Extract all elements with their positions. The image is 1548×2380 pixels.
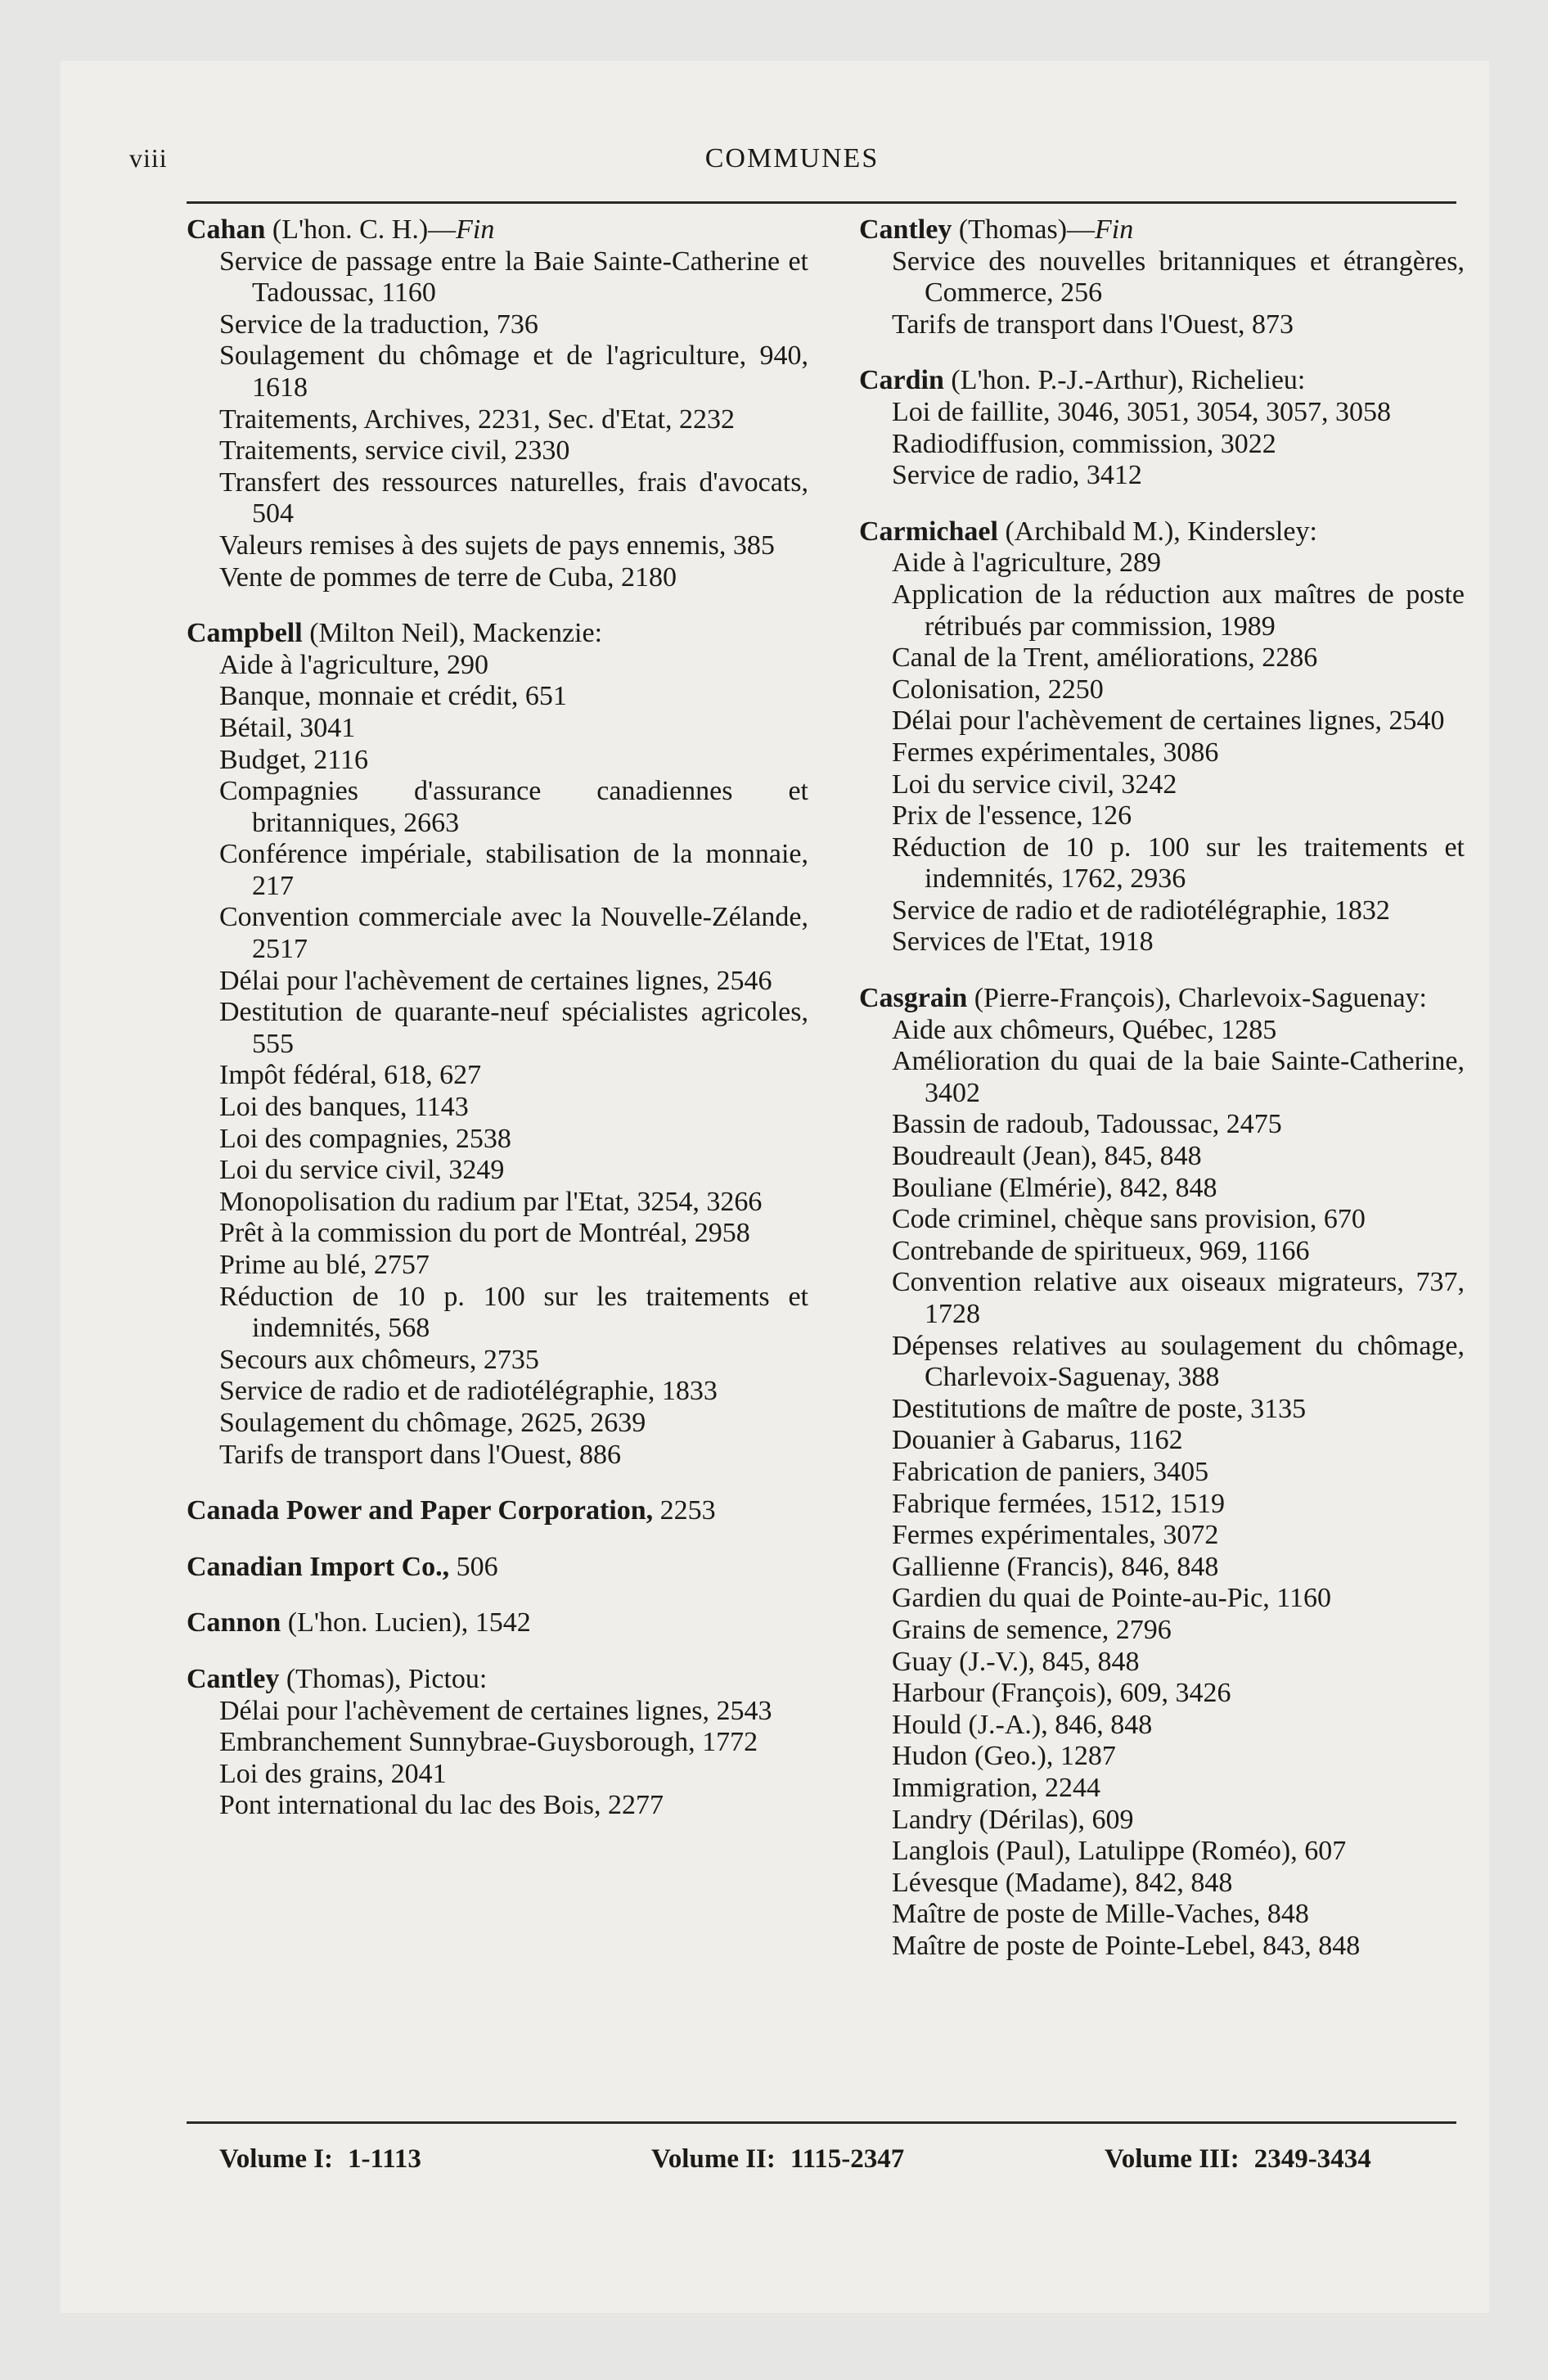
entry-details: (Archibald M.), Kindersley: (997, 516, 1317, 547)
subentry-list (859, 1015, 1465, 1963)
subentry: Loi de faillite, 3046, 3051, 3054, 3057, 3058 (892, 396, 1392, 427)
entry-details: (Thomas)— (952, 214, 1096, 245)
subentry-list (187, 1696, 808, 1822)
subentry: Loi du service civil, 3249 (219, 1155, 505, 1186)
entry-surname: Cahan (187, 214, 266, 245)
entry-details: (Milton Neil), Mackenzie: (302, 618, 603, 649)
subentry: Valeurs remises à des sujets de pays ennemis, 385 (219, 530, 775, 561)
subentry: Bouliane (Elmérie), 842, 848 (892, 1172, 1217, 1203)
entry-surname: Cantley (859, 214, 952, 245)
subentry: Dépenses relatives au soulagement du chômage, Charlevoix-Saguenay, 388 (892, 1330, 1465, 1393)
entry-heading (859, 365, 1465, 397)
subentry: Boudreault (Jean), 845, 848 (892, 1141, 1202, 1172)
subentry: Destitution de quarante-neuf spécialistes agricoles, 555 (219, 997, 808, 1059)
entry-details: (L'hon. Lucien), 1542 (281, 1607, 531, 1639)
subentry: Code criminel, chèque sans provision, 670 (892, 1204, 1366, 1235)
entry-heading (187, 214, 808, 246)
subentry: Gallienne (Francis), 846, 848 (892, 1551, 1219, 1582)
entry-heading (187, 1552, 808, 1584)
entry-surname: Canada Power and Paper Corporation, (187, 1495, 654, 1526)
footer-rule (187, 2121, 1456, 2124)
entry-details: 2253 (653, 1495, 716, 1526)
subentry: Maître de poste de Pointe-Lebel, 843, 848 (892, 1930, 1361, 1961)
subentry: Fabrication de paniers, 3405 (892, 1456, 1209, 1487)
index-entry (859, 983, 1465, 1962)
subentry: Prime au blé, 2757 (219, 1250, 430, 1280)
index-entry (859, 365, 1465, 491)
entry-surname: Cannon (187, 1607, 281, 1639)
entry-surname: Carmichael (859, 516, 998, 547)
subentry: Application de la réduction aux maîtres de poste rétribués par commission, 1989 (892, 579, 1465, 642)
index-entry (187, 1552, 808, 1584)
subentry: Contrebande de spiritueux, 969, 1166 (892, 1235, 1310, 1266)
subentry: Compagnies d'assurance canadiennes et britanniques, 2663 (219, 776, 808, 838)
subentry: Service de la traduction, 736 (219, 309, 538, 340)
subentry: Délai pour l'achèvement de certaines lignes, 2546 (219, 965, 772, 996)
subentry: Loi des grains, 2041 (219, 1758, 447, 1789)
subentry: Loi des banques, 1143 (219, 1092, 469, 1123)
subentry: Destitutions de maître de poste, 3135 (892, 1393, 1307, 1424)
subentry: Délai pour l'achèvement de certaines lignes, 2543 (219, 1695, 772, 1726)
subentry: Conférence impériale, stabilisation de la monnaie, 217 (219, 839, 808, 901)
entry-heading (187, 1664, 808, 1696)
subentry: Fermes expérimentales, 3086 (892, 737, 1219, 768)
subentry: Gardien du quai de Pointe-au-Pic, 1160 (892, 1583, 1331, 1614)
subentry: Colonisation, 2250 (892, 674, 1104, 705)
running-title: COMMUNES (704, 143, 880, 174)
subentry: Landry (Dérilas), 609 (892, 1804, 1134, 1835)
subentry: Service de radio et de radiotélégraphie, 1833 (219, 1376, 718, 1407)
entry-surname: Cantley (187, 1663, 280, 1694)
subentry: Services de l'Etat, 1918 (892, 926, 1154, 958)
subentry-list (859, 548, 1465, 958)
subentry: Service des nouvelles britanniques et étrangères, Commerce, 256 (892, 246, 1465, 309)
entry-details: (L'hon. C. H.)— (265, 214, 457, 245)
subentry: Harbour (François), 609, 3426 (892, 1678, 1231, 1709)
entry-heading (859, 983, 1465, 1015)
volume-label: Volume III: (1105, 2144, 1240, 2174)
subentry-list (187, 246, 808, 594)
entry-continued-marker: Fin (1095, 214, 1134, 245)
volume-range (1105, 2144, 1371, 2175)
subentry: Prêt à la commission du port de Montréal, 2958 (219, 1218, 750, 1249)
subentry: Tarifs de transport dans l'Ouest, 873 (892, 309, 1294, 340)
index-entry (859, 516, 1465, 958)
subentry: Immigration, 2244 (892, 1772, 1100, 1803)
page-number: viii (129, 143, 168, 173)
subentry: Banque, monnaie et crédit, 651 (219, 681, 567, 712)
subentry: Tarifs de transport dans l'Ouest, 886 (219, 1439, 621, 1470)
subentry: Bassin de radoub, Tadoussac, 2475 (892, 1109, 1282, 1140)
subentry: Traitements, Archives, 2231, Sec. d'Etat, 2232 (219, 403, 736, 435)
subentry: Traitements, service civil, 2330 (219, 435, 570, 467)
subentry: Convention relative aux oiseaux migrateurs, 737, 1728 (892, 1267, 1465, 1329)
page-range: 1-1113 (348, 2144, 421, 2174)
subentry: Radiodiffusion, commission, 3022 (892, 428, 1276, 459)
subentry: Budget, 2116 (219, 744, 368, 775)
subentry: Secours aux chômeurs, 2735 (219, 1344, 539, 1375)
subentry: Monopolisation du radium par l'Etat, 3254, 3266 (219, 1186, 763, 1217)
entry-heading (187, 1495, 808, 1527)
entry-continued-marker: Fin (456, 214, 495, 245)
subentry: Maître de poste de Mille-Vaches, 848 (892, 1899, 1309, 1930)
entry-surname: Cardin (859, 365, 944, 396)
header-rule (187, 201, 1456, 204)
entry-details: (L'hon. P.-J.-Arthur), Richelieu: (943, 365, 1306, 396)
subentry: Soulagement du chômage et de l'agriculture, 940, 1618 (219, 340, 808, 403)
subentry: Transfert des ressources naturelles, frais d'avocats, 504 (219, 467, 808, 530)
index-entry (187, 1664, 808, 1822)
subentry-list (859, 397, 1465, 492)
index-entry (859, 214, 1465, 340)
subentry: Fabrique fermées, 1512, 1519 (892, 1488, 1225, 1519)
subentry-list (187, 650, 808, 1471)
subentry: Lévesque (Madame), 842, 848 (892, 1867, 1233, 1898)
subentry: Embranchement Sunnybrae-Guysborough, 1772 (219, 1727, 758, 1758)
subentry: Réduction de 10 p. 100 sur les traitements et indemnités, 568 (219, 1281, 808, 1344)
subentry: Délai pour l'achèvement de certaines lignes, 2540 (892, 705, 1445, 737)
volume-label: Volume I: (219, 2144, 334, 2174)
entry-heading (187, 618, 808, 650)
page-header (129, 143, 1455, 192)
subentry: Aide à l'agriculture, 289 (892, 548, 1162, 579)
subentry: Convention commerciale avec la Nouvelle-Zélande, 2517 (219, 902, 808, 965)
subentry: Aide à l'agriculture, 290 (219, 649, 489, 680)
index-entry (187, 214, 808, 593)
volume-range (651, 2144, 904, 2175)
page-range: 1115-2347 (790, 2144, 905, 2174)
entry-heading (187, 1607, 808, 1639)
subentry: Guay (J.-V.), 845, 848 (892, 1646, 1140, 1677)
index-column-right (859, 214, 1465, 1986)
entry-details: 506 (449, 1551, 498, 1582)
subentry: Soulagement du chômage, 2625, 2639 (219, 1407, 646, 1438)
index-entry (187, 618, 808, 1471)
volume-range (219, 2144, 421, 2175)
entry-details: (Pierre-François), Charlevoix-Saguenay: (967, 983, 1427, 1014)
subentry: Aide aux chômeurs, Québec, 1285 (892, 1014, 1277, 1045)
volume-label: Volume II: (651, 2144, 776, 2174)
volume-footer (187, 2144, 1456, 2185)
index-column-left (187, 214, 808, 1846)
subentry: Langlois (Paul), Latulippe (Roméo), 607 (892, 1836, 1347, 1867)
subentry: Hould (J.-A.), 846, 848 (892, 1709, 1153, 1740)
page-range: 2349-3434 (1253, 2144, 1371, 2174)
entry-surname: Campbell (187, 618, 303, 649)
entry-heading (859, 214, 1465, 246)
subentry: Prix de l'essence, 126 (892, 800, 1132, 832)
subentry: Pont international du lac des Bois, 2277 (219, 1790, 664, 1821)
entry-heading (859, 516, 1465, 548)
subentry: Service de radio, 3412 (892, 460, 1142, 491)
index-entry (187, 1495, 808, 1527)
subentry-list (859, 246, 1465, 341)
subentry: Fermes expérimentales, 3072 (892, 1520, 1219, 1551)
subentry: Canal de la Trent, améliorations, 2286 (892, 642, 1318, 674)
subentry: Impôt fédéral, 618, 627 (219, 1060, 482, 1091)
subentry: Service de passage entre la Baie Sainte-Catherine et Tadoussac, 1160 (219, 246, 808, 309)
subentry: Hudon (Geo.), 1287 (892, 1741, 1116, 1772)
subentry: Bétail, 3041 (219, 712, 356, 743)
subentry: Grains de semence, 2796 (892, 1614, 1172, 1645)
entry-details: (Thomas), Pictou: (279, 1663, 488, 1694)
entry-surname: Casgrain (859, 983, 968, 1014)
subentry: Réduction de 10 p. 100 sur les traitements et indemnités, 1762, 2936 (892, 832, 1465, 895)
subentry: Loi du service civil, 3242 (892, 769, 1177, 800)
subentry: Loi des compagnies, 2538 (219, 1123, 511, 1154)
subentry: Service de radio et de radiotélégraphie, 1832 (892, 895, 1390, 926)
index-entry (187, 1607, 808, 1639)
subentry: Amélioration du quai de la baie Sainte-Catherine, 3402 (892, 1046, 1465, 1108)
entry-surname: Canadian Import Co., (187, 1551, 450, 1582)
subentry: Vente de pommes de terre de Cuba, 2180 (219, 561, 677, 593)
subentry: Douanier à Gabarus, 1162 (892, 1425, 1183, 1456)
